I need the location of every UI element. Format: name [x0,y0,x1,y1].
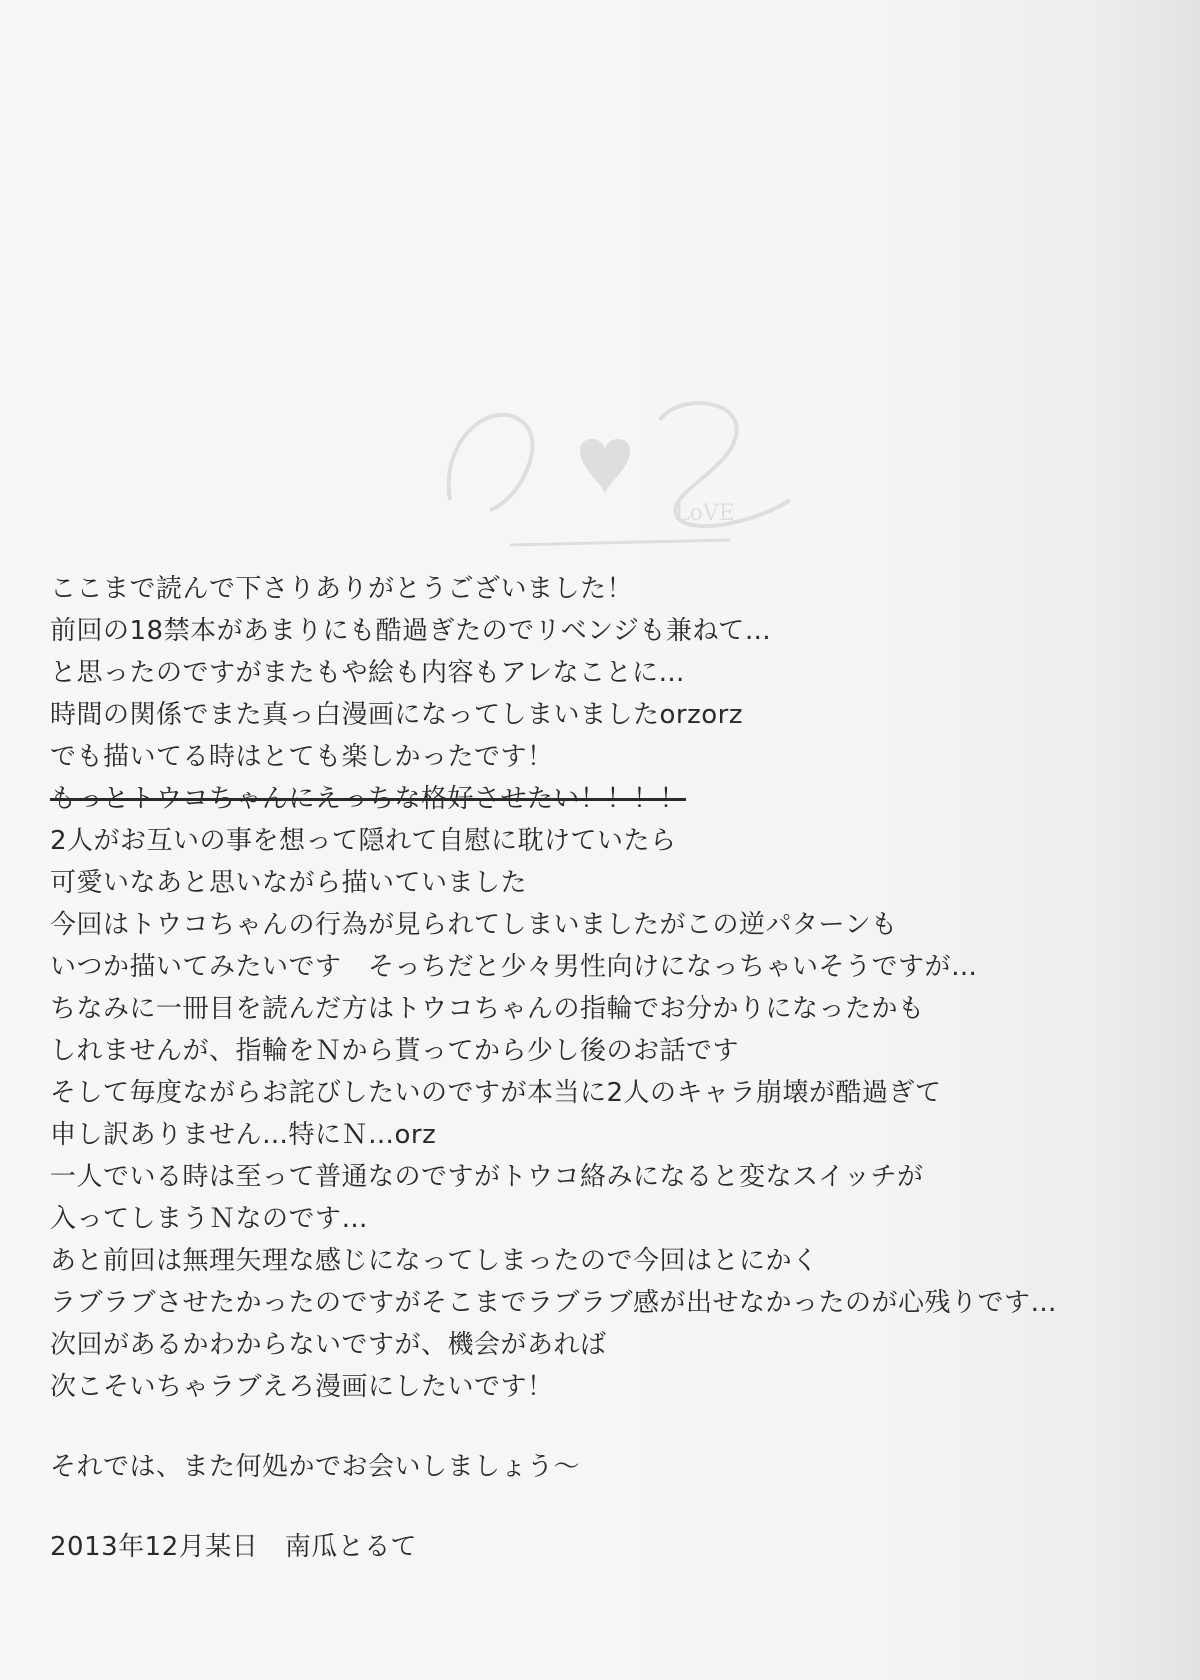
afterword-line: 2人がお互いの事を想って隠れて自慰に耽けていたら [50,826,677,856]
afterword-line: そして毎度ながらお詫びしたいのですが本当に2人のキャラ崩壊が酷過ぎて [50,1078,942,1108]
afterword-line: しれませんが、指輪をＮから貰ってから少し後のお話です [50,1036,740,1066]
afterword-line: いつか描いてみたいです そっちだと少々男性向けになっちゃいそうですが… [50,952,978,982]
date-signature: 2013年12月某日 南瓜とるて [50,1532,417,1562]
love-logo-watermark [430,380,810,560]
love-logo-text: LoVE [675,501,735,526]
afterword-line: 前回の18禁本があまりにも酷過ぎたのでリベンジも兼ねて… [50,616,772,646]
afterword-line: 可愛いなあと思いながら描いていました [50,868,528,898]
afterword-line: 入ってしまうＮなのです… [50,1204,369,1234]
paragraph-gap [50,1488,1160,1526]
afterword-line: 今回はトウコちゃんの行為が見られてしまいましたがこの逆パターンも [50,910,898,940]
afterword-line: ここまで読んで下さりありがとうございました！ [50,574,634,604]
afterword-line: でも描いてる時はとても楽しかったです！ [50,742,554,772]
closing-message: それでは、また何処かでお会いしましょう～ [50,1452,581,1482]
afterword-line: 次回があるかわからないですが、機会があれば [50,1330,607,1360]
afterword-line: ラブラブさせたかったのですがそこまでラブラブ感が出せなかったのが心残りです… [50,1288,1058,1318]
paragraph-gap [50,1408,1160,1446]
afterword-line: 次こそいちゃラブえろ漫画にしたいです！ [50,1372,554,1402]
afterword-line: 時間の関係でまた真っ白漫画になってしまいましたorzorz [50,700,743,730]
afterword-line: あと前回は無理矢理な感じになってしまったので今回はとにかく [50,1246,819,1276]
afterword-text [50,568,1160,1568]
afterword-line: と思ったのですがまたもや絵も内容もアレなことに… [50,658,685,688]
afterword-line: ちなみに一冊目を読んだ方はトウコちゃんの指輪でお分かりになったかも [50,994,925,1024]
afterword-line-struck-through: もっとトウコちゃんにえっちな格好させたい！！！！ [50,784,687,814]
afterword-line: 申し訳ありません…特にＮ…orz [50,1120,437,1150]
afterword-line: 一人でいる時は至って普通なのですがトウコ絡みになると変なスイッチが [50,1162,924,1192]
